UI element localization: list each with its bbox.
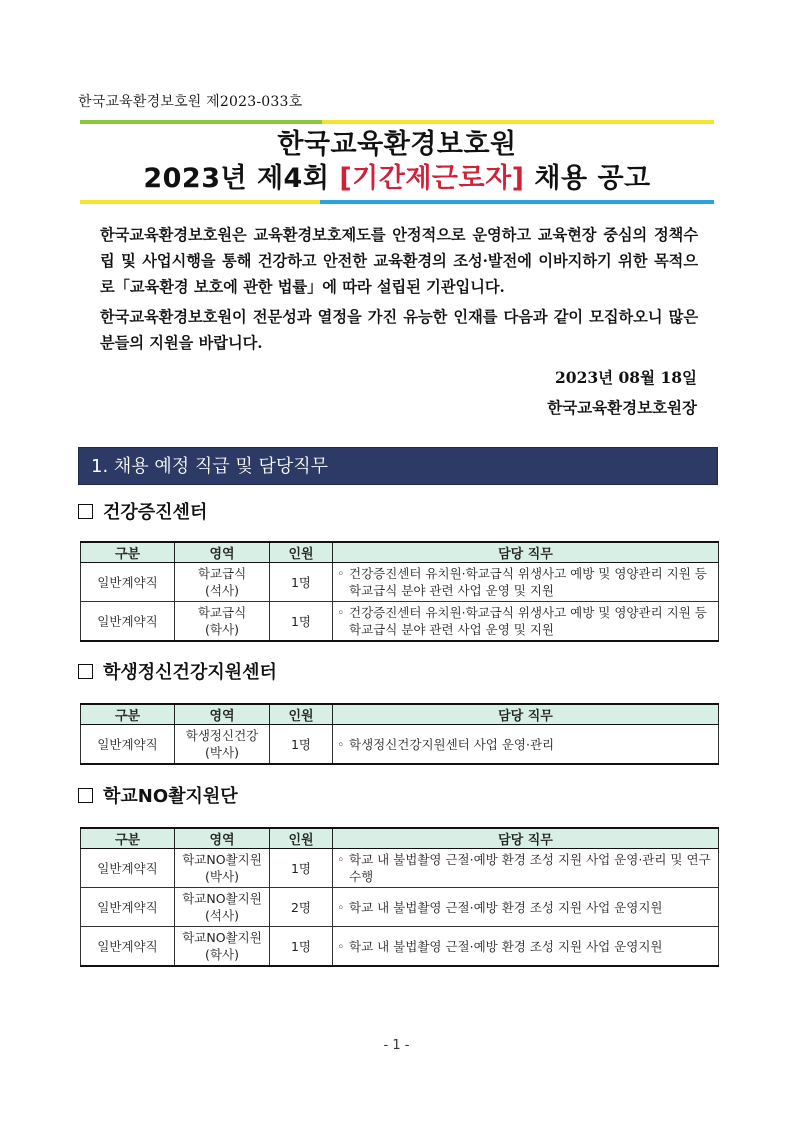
group-name: 건강증진센터	[103, 502, 208, 523]
cell-duty: ◦ 학생정신건강지원센터 사업 운영·관리	[333, 725, 719, 765]
cell-count: 1명	[270, 725, 333, 765]
cell-type: 일반계약직	[81, 725, 175, 765]
cell-duty: ◦ 건강증진센터 유치원·학교급식 위생사고 예방 및 영양관리 지원 등 학교급식 분야 관련 사업 운영 및 지원	[333, 602, 719, 642]
header-count: 인원	[270, 828, 333, 849]
cell-duty: ◦ 학교 내 불법촬영 근절·예방 환경 조성 지원 사업 운영·관리 및 연구수행	[333, 849, 719, 888]
table-row	[81, 888, 719, 927]
cell-area: 학교급식 (석사)	[175, 563, 270, 602]
group-heading-mental	[78, 658, 277, 684]
title-announcement	[80, 162, 714, 196]
header-duty: 담당 직무	[333, 704, 719, 725]
cell-duty: ◦ 학교 내 불법촬영 근절·예방 환경 조성 지원 사업 운영지원	[333, 888, 719, 927]
header-duty: 담당 직무	[333, 828, 719, 849]
group-name: 학교NO촬지원단	[103, 786, 238, 807]
title-bottom-bar	[80, 200, 714, 204]
cell-count: 1명	[270, 927, 333, 967]
job-table-nocam	[80, 827, 719, 967]
header-area: 영역	[175, 542, 270, 563]
cell-type: 일반계약직	[81, 849, 175, 888]
job-table-mental	[80, 703, 719, 765]
header-area: 영역	[175, 704, 270, 725]
cell-type: 일반계약직	[81, 927, 175, 967]
intro-text	[100, 222, 698, 360]
header-duty: 담당 직무	[333, 542, 719, 563]
title-top-bar	[80, 120, 714, 124]
title-prefix: 2023년 제4회	[143, 163, 340, 194]
table-row	[81, 602, 719, 642]
checkbox-square-icon	[78, 788, 93, 803]
table-row	[81, 563, 719, 602]
table-row	[81, 927, 719, 967]
cell-count: 2명	[270, 888, 333, 927]
cell-duty: ◦ 학교 내 불법촬영 근절·예방 환경 조성 지원 사업 운영지원	[333, 927, 719, 967]
table-row	[81, 725, 719, 765]
page-number: - 1 -	[383, 1038, 410, 1053]
cell-duty: ◦ 건강증진센터 유치원·학교급식 위생사고 예방 및 영양관리 지원 등 학교급식 분야 관련 사업 운영 및 지원	[333, 563, 719, 602]
group-name: 학생정신건강지원센터	[103, 662, 277, 683]
header-count: 인원	[270, 704, 333, 725]
header-count: 인원	[270, 542, 333, 563]
table-row	[81, 849, 719, 888]
intro-paragraph-1: 한국교육환경보호원은 교육환경보호제도를 안정적으로 운영하고 교육현장 중심의 정책수립 및 사업시행을 통해 건강하고 안전한 교육환경의 조성·발전에 이바지하기 위한 목적으로「교육환경 보호에 관한 법률」에 따라 설립된 기관입니다.	[100, 226, 698, 296]
job-table-health	[80, 541, 719, 642]
header-type: 구분	[81, 542, 175, 563]
cell-type: 일반계약직	[81, 563, 175, 602]
cell-count: 1명	[270, 849, 333, 888]
group-heading-health	[78, 498, 207, 524]
header-type: 구분	[81, 704, 175, 725]
cell-count: 1명	[270, 602, 333, 642]
cell-type: 일반계약직	[81, 888, 175, 927]
cell-type: 일반계약직	[81, 602, 175, 642]
title-org: 한국교육환경보호원	[277, 129, 517, 160]
cell-area: 학교NO촬지원 (석사)	[175, 888, 270, 927]
checkbox-square-icon	[78, 504, 93, 519]
cell-area: 학교급식 (학사)	[175, 602, 270, 642]
cell-area: 학교NO촬지원 (학사)	[175, 927, 270, 967]
cell-area: 학생정신건강 (박사)	[175, 725, 270, 765]
checkbox-square-icon	[78, 664, 93, 679]
announcement-date: 2023년 08월 18일	[555, 368, 697, 387]
title-suffix: 채용 공고	[524, 163, 651, 194]
document-number: 한국교육환경보호원 제2023-033호	[78, 94, 303, 110]
section-1-header: 1. 채용 예정 직급 및 담당직무	[78, 447, 718, 485]
intro-paragraph-2: 한국교육환경보호원이 전문성과 열정을 가진 유능한 인재를 다음과 같이 모집하오니 많은 분들의 지원을 바랍니다.	[100, 308, 698, 352]
header-area: 영역	[175, 828, 270, 849]
cell-area: 학교NO촬지원 (박사)	[175, 849, 270, 888]
header-type: 구분	[81, 828, 175, 849]
group-heading-nocam	[78, 782, 238, 808]
cell-count: 1명	[270, 563, 333, 602]
title-block	[80, 120, 714, 204]
signature: 한국교육환경보호원장	[547, 398, 697, 417]
title-highlight: [기간제근로자]	[339, 163, 525, 194]
